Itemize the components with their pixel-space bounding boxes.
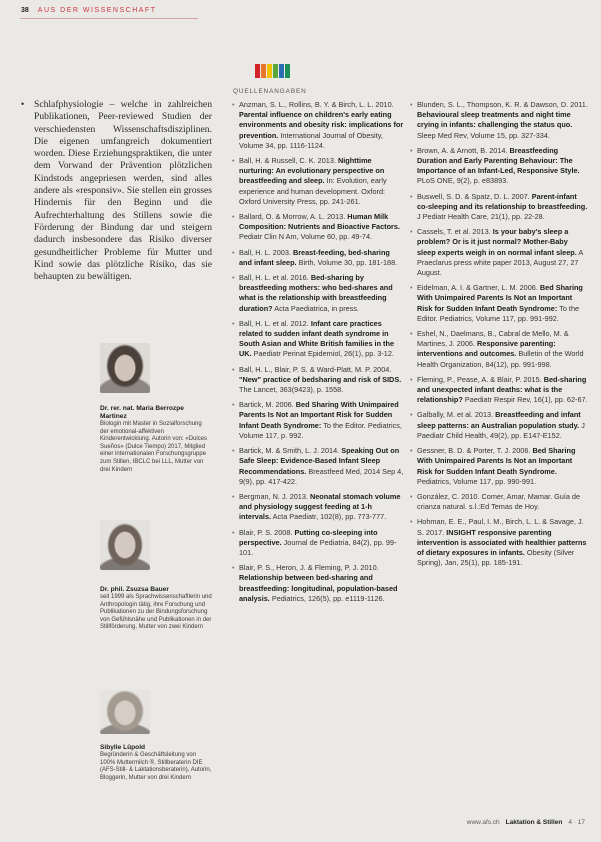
reference-item xyxy=(410,283,588,324)
reference-item xyxy=(410,227,588,278)
reference-title: Speaking Out on Safe Sleep: Evidence-Based Infant Sleep Recommendations. xyxy=(239,446,400,476)
body-paragraph: Schlafphysiologie – welche in zahlreichen Publikationen, Peer-reviewed Studien der verschiedensten Wissenschaftsdisziplinen. Die eigenen umfangreich dokumentiert worden. Diese Erziehungspraktiken, die unter dem Vorwand der Prävention plötzlichen Kindstods angepriesen werden, sind alles andere als «responsiv». Sie stellen ein grosses Hindernis für den Beginn und die Aufrechterhaltung des Stillens sowie die Förderung der Bindung dar und steigern dadurch insbesondere das Risiko diverser gesundheitlicher Probleme für Mutter und Kind sowie das plötzliche Risiko, das sie behaupten zu bewältigen. xyxy=(34,99,212,283)
reference-authors: González, C. 2010. xyxy=(417,491,480,501)
author-name: Dr. rer. nat. Maria Berrozpe Martinez xyxy=(100,405,184,420)
reference-title: Breast-feeding, bed-sharing and infant sleep. xyxy=(239,247,390,267)
footer-issue: 4 · 17 xyxy=(568,819,585,826)
reference-source: Pediatrics, 126(5), pp. e1119-1126. xyxy=(271,593,385,603)
author-card xyxy=(100,520,212,632)
color-block xyxy=(261,64,266,78)
reference-source: Pediatrics, Volume 117, pp. 990-991. xyxy=(417,476,537,486)
reference-title: "New" practice of bedsharing and risk of SIDS. xyxy=(239,374,402,384)
reference-source: To the Editor. Pediatrics, Volume 117, pp. 991-992. xyxy=(417,303,580,323)
reference-source: PLoS ONE, 9(2), p. e83893. xyxy=(417,176,509,186)
author-card xyxy=(100,343,212,474)
reference-authors: Anzman, S. L., Rollins, B. Y. & Birch, L. L. 2010. xyxy=(239,100,394,109)
color-block xyxy=(285,64,290,78)
reference-title: Neonatal stomach volume and physiology suggest feeding at 1-h intervals. xyxy=(239,491,401,522)
reference-title: Breastfeeding Duration and Early Parenting Behaviour: The Importance of an Infant-Led, Responsive Style. xyxy=(417,145,580,176)
reference-title: Relationship between bed-sharing and breastfeeding: longitudinal, population-based analysis. xyxy=(239,573,398,603)
reference-title: Bed-sharing by breastfeeding mothers: who bed-shares and what is the relationship with breastfeeding duration? xyxy=(239,273,393,313)
reference-item xyxy=(232,563,404,604)
reference-item xyxy=(232,100,404,151)
color-block xyxy=(279,64,284,78)
reference-authors: Ball, H. L. 2003. xyxy=(239,247,291,257)
color-bar xyxy=(255,64,291,78)
reference-item xyxy=(410,517,588,568)
reference-source: To the Editor. Pediatrics, Volume 117, p. 992. xyxy=(239,420,402,440)
author-name: Sibylle Lüpold xyxy=(100,744,146,751)
footer-magazine: Laktation & Stillen xyxy=(505,819,563,826)
reference-authors: Ball, H. L. et al. 2016. xyxy=(239,273,309,283)
author-photo xyxy=(100,520,150,570)
reference-authors: Fleming, P., Pease, A. & Blair, P. 2015. xyxy=(417,374,542,384)
references-column-2 xyxy=(410,100,588,573)
reference-title: Nighttime nurturing: An evolutionary perspective on breastfeeding and sleep. xyxy=(239,156,385,186)
reference-authors: Brown, A. & Arnott, B. 2014. xyxy=(417,145,508,155)
color-block xyxy=(267,64,272,78)
reference-source: Paediatr Respir Rev, 16(1), pp. 62-67. xyxy=(464,395,588,405)
reference-authors: Bergman, N. J. 2013. xyxy=(239,491,308,501)
reference-authors: Eshel, N., Daelmans, B., Cabral de Mello, M. & Martines, J. 2006. xyxy=(417,329,569,349)
reference-authors: Ball, H. L., Blair, P. S. & Ward-Platt, M. P. 2004. xyxy=(239,364,392,374)
reference-title: Bed-sharing and unexpected infant deaths: what is the relationship? xyxy=(417,374,587,405)
author-bio: Biologin mit Master in Sozialforschung der emotional-affektiven Kinderentwicklung. Autorin von: «Dulces Sueños» (Dulce Tiempo) 2017, Mitglied einer internationalen Forschungsgruppe zum Stillen, IBCLC bei LLL, Mutter von drei Kindern xyxy=(100,421,208,473)
reference-source: Pediatr Clin N Am, Volume 60, pp. 49-74. xyxy=(239,232,373,242)
reference-authors: Blair, P. S., Heron, J. & Fleming, P. J. 2010. xyxy=(239,563,379,573)
reference-source: Birth, Volume 30, pp. 181-188. xyxy=(298,257,398,267)
page-header xyxy=(21,7,156,14)
author-bio: Begründerin & Geschäftsleitung von 100% Muttermilch ®, Stillberaterin DIE (AFS-Still- & Laktationsberaterin), Autorin, Bloggerin, Mutter von drei Kindern xyxy=(100,752,212,781)
reference-title: INSIGHT responsive parenting intervention is associated with healthier patterns of dietary exposures in infants. xyxy=(417,527,587,557)
reference-item xyxy=(232,273,404,314)
reference-authors: Hohman, E. E., Paul, I. M., Birch, L. L. & Savage, J. S. 2017. xyxy=(417,517,584,537)
reference-source: In: Evolution, early experience and human development. Oxford: Oxford University Press, pp. 241-261. xyxy=(239,176,387,206)
reference-source: Comer, Amar, Mamar. Guía de crianza natural. s.l.:Ed Temas de Hoy. xyxy=(417,491,581,512)
author-card xyxy=(100,690,212,782)
reference-item xyxy=(232,492,404,523)
section-title: AUS DER WISSENSCHAFT xyxy=(37,7,157,14)
reference-authors: Galbally, M. et al. 2013. xyxy=(417,410,494,420)
reference-title: Putting co-sleeping into perspective. xyxy=(239,527,378,547)
reference-item xyxy=(232,212,404,243)
reference-authors: Ball, H. L. et al. 2012. xyxy=(239,318,309,328)
reference-source: J Pediatr Health Care, 21(1), pp. 22-28. xyxy=(417,212,545,222)
reference-item xyxy=(410,329,588,370)
references-heading: QUELLENANGABEN xyxy=(233,88,307,95)
reference-source: Breastfeed Med, 2014 Sep 4, 9(9), pp. 417-422. xyxy=(239,466,404,486)
reference-authors: Gessner, B. D. & Porter, T. J. 2006. xyxy=(417,446,531,456)
reference-title: Infant care practices related to sudden infant death syndrome in South Asian and White British families in the UK. xyxy=(239,318,395,359)
reference-item xyxy=(232,400,404,441)
reference-authors: Buswell, S. D. & Spatz, D. L. 2007. xyxy=(417,191,530,201)
reference-item xyxy=(410,446,588,487)
reference-item xyxy=(232,319,404,360)
reference-source: Journal de Pediatria, 84(2), pp. 99-101. xyxy=(239,537,397,557)
reference-item xyxy=(410,410,588,441)
reference-item xyxy=(232,156,404,207)
reference-title: Responsive parenting: interventions and outcomes. xyxy=(417,339,556,359)
reference-source: International Journal of Obesity, Volume 34, pp. 1116-1124. xyxy=(239,130,383,150)
reference-title: Bed Sharing With Unimpaired Parents Is Not an Important Risk for Sudden Infant Death Syndrome: xyxy=(417,283,583,313)
reference-source: Sleep Med Rev, Volume 15, pp. 327-334. xyxy=(417,130,550,140)
reference-item xyxy=(410,492,588,512)
reference-item xyxy=(410,192,588,223)
author-photo xyxy=(100,343,150,393)
reference-title: Human Milk Composition: Nutrients and Bioactive Factors. xyxy=(239,212,400,232)
reference-item xyxy=(232,365,404,396)
references-column-1 xyxy=(232,100,404,609)
reference-title: Parental influence on children's early eating environments and obesity risk: implications for prevention. xyxy=(239,110,404,140)
header-rule xyxy=(20,18,198,19)
reference-source: The Lancet, 363(9423), p. 1558. xyxy=(239,385,344,395)
reference-authors: Blair, P. S. 2008. xyxy=(239,527,293,537)
reference-authors: Ballard, O. & Morrow, A. L. 2013. xyxy=(239,212,346,222)
reference-title: Breastfeeding and infant sleep patterns: an Australian population study. xyxy=(417,410,581,430)
reference-item xyxy=(232,528,404,559)
reference-item xyxy=(232,248,404,268)
page-number: 38 xyxy=(21,7,29,14)
page-footer xyxy=(467,819,585,826)
reference-title: Bed Sharing With Unimpaired Parents Is Not an Important Risk for Sudden Infant Death Syndrome: xyxy=(239,400,399,430)
reference-authors: Bartick, M. 2006. xyxy=(239,400,294,410)
reference-item xyxy=(410,100,588,141)
reference-source: Acta Paediatr, 102(8), pp. 773-777. xyxy=(272,512,387,522)
reference-authors: Ball, H. & Russell, C. K. 2013. xyxy=(239,156,336,166)
reference-source: Acta Paediatrica, in press. xyxy=(274,303,360,313)
reference-authors: Bartick, M. & Smith, L. J. 2014. xyxy=(239,446,340,456)
reference-title: Behavioural sleep treatments and night time crying in infants: challenging the status quo. xyxy=(417,110,573,130)
author-name: Dr. phil. Zsuzsa Bauer xyxy=(100,586,169,593)
reference-item xyxy=(410,375,588,406)
reference-source: A Praeclarus press white paper 2013, August 27, 27 August. xyxy=(417,247,583,278)
reference-authors: Eidelman, A. I. & Gartner, L. M. 2006. xyxy=(417,283,538,293)
footer-url: www.afs.ch xyxy=(466,819,500,826)
reference-item xyxy=(232,446,404,487)
reference-authors: Cassels, T. et al. 2013. xyxy=(417,227,491,237)
reference-source: Bulletin of the World Health Organization, 84(12), pp. 991-998. xyxy=(417,349,584,369)
color-block xyxy=(255,64,260,78)
reference-source: Obesity (Silver Spring), Jan, 25(1), pp. 185-191. xyxy=(417,547,575,568)
bullet-icon: • xyxy=(21,99,25,109)
reference-title: Is your baby's sleep a problem? Or is it just normal? Mother-Baby sleep experts weigh in on normal infant sleep. xyxy=(417,227,577,257)
reference-title: Parent-infant co-sleeping and its relationship to breastfeeding. xyxy=(417,191,588,211)
reference-authors: Blunden, S. L., Thompson, K. R. & Dawson, D. 2011. xyxy=(417,100,588,109)
reference-item xyxy=(410,146,588,187)
color-block xyxy=(273,64,278,78)
author-photo xyxy=(100,690,150,734)
reference-title: Bed Sharing With Unimpaired Parents Is Not an Important Risk for Sudden Infant Death Syndrome. xyxy=(417,446,576,476)
author-bio: seit 1999 als Sprachwissenschaftlerin und Anthropologin tätig, ihre Forschung und Publikationen zu der Bindungsforschung von Gefühlsnähe und Publikationen in der Stillförderung, Mutter von zwei Kindern xyxy=(100,594,212,631)
reference-source: Paediatr Perinat Epidemiol, 26(1), pp. 3-12. xyxy=(253,349,394,359)
reference-source: J Paediatr Child Health, 49(2), pp. E147-E152. xyxy=(417,420,585,440)
